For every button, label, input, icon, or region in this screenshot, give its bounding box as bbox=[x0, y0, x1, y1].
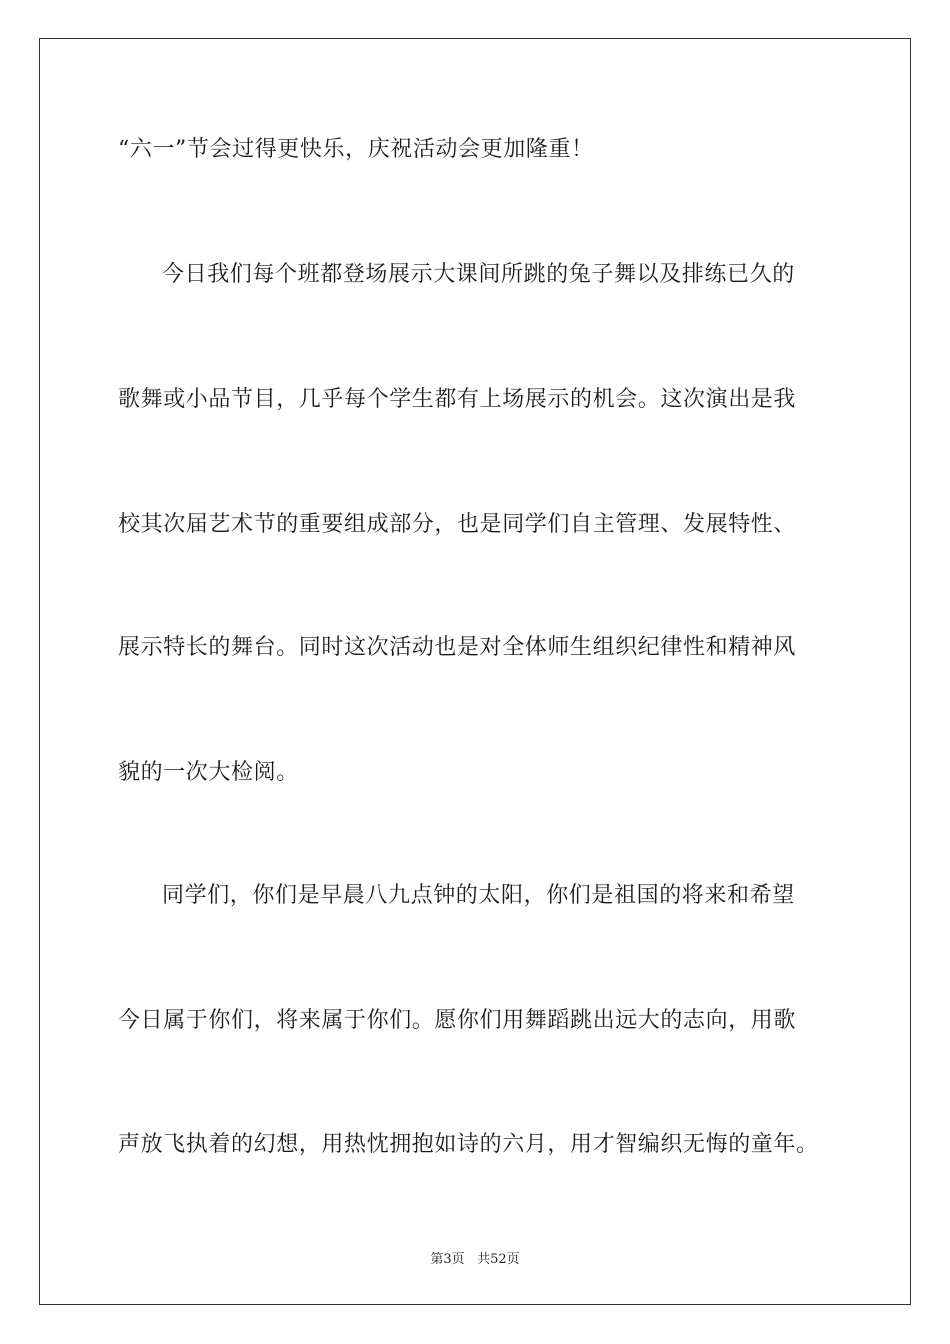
page-footer bbox=[0, 1248, 950, 1267]
text-line-2: 今日我们每个班都登场展示大课间所跳的兔子舞以及排练已久的 bbox=[162, 262, 795, 287]
page-number: 第3页 bbox=[430, 1252, 465, 1267]
text-line-4: 校其次届艺术节的重要组成部分，也是同学们自主管理、发展特性、 bbox=[118, 512, 797, 537]
text-line-7: 同学们，你们是早晨八九点钟的太阳，你们是祖国的将来和希望 bbox=[162, 883, 795, 908]
text-line-5: 展示特长的舞台。同时这次活动也是对全体师生组织纪律性和精神风 bbox=[118, 635, 797, 660]
text-line-3: 歌舞或小品节目，几乎每个学生都有上场展示的机会。这次演出是我 bbox=[118, 387, 797, 412]
text-line-9: 声放飞执着的幻想，用热忱拥抱如诗的六月，用才智编织无悔的童年。 bbox=[118, 1132, 819, 1157]
text-line-1: “六一”节会过得更快乐，庆祝活动会更加隆重！ bbox=[118, 137, 594, 162]
text-line-6: 貌的一次大检阅。 bbox=[118, 760, 299, 785]
total-pages: 共52页 bbox=[477, 1252, 520, 1267]
text-line-8: 今日属于你们，将来属于你们。愿你们用舞蹈跳出远大的志向，用歌 bbox=[118, 1008, 797, 1033]
page-border bbox=[39, 38, 911, 1305]
